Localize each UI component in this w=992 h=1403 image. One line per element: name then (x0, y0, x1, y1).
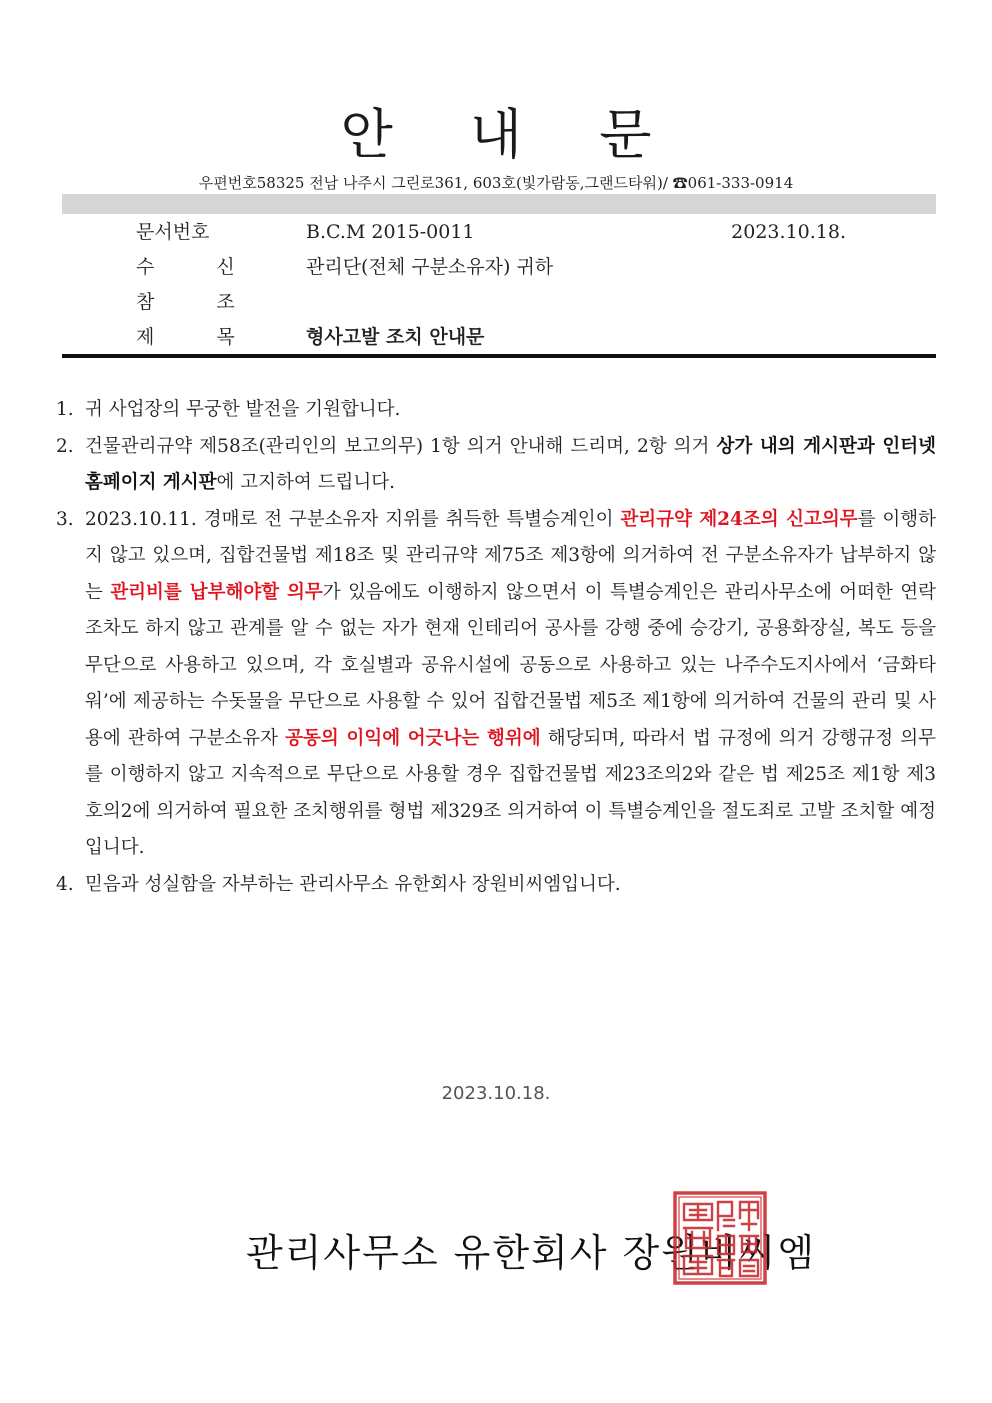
header-row-reference (62, 285, 936, 319)
recipient-value: 관리단(전체 구분소유자) 귀하 (306, 256, 554, 278)
notice-list (56, 392, 936, 903)
item-number: 4. (56, 873, 74, 895)
header-band (62, 194, 936, 214)
doc-date: 2023.10.18. (731, 221, 846, 243)
subject-value: 형사고발 조치 안내문 (306, 326, 485, 348)
header-row-subject (62, 320, 936, 354)
item-text: 에 고지하여 드립니다. (216, 472, 396, 493)
highlight-phrase: 공동의 이익에 어긋나는 행위에 (285, 727, 541, 749)
list-item (56, 392, 936, 429)
item-number: 1. (56, 399, 74, 420)
item-text: 건물관리규약 제58조(관리인의 보고의무) 1항 의거 안내해 드리며, 2항 의거 (85, 435, 717, 457)
item-text: 2023.10.11. 경매로 전 구분소유자 지위를 취득한 특별승계인이 (85, 508, 621, 530)
highlight-phrase: 관리규약 제24조의 신고의무 (620, 508, 858, 530)
item-text: 를 이행하지 않고 있으며, 집합건물법 제18조 및 관리규약 제75조 제3항에 의거하여 전 구분소유자가 납부하지 않는 (85, 508, 937, 603)
list-item (56, 867, 936, 904)
footer-date: 2023.10.18. (441, 1083, 551, 1104)
notice-body (56, 392, 936, 903)
document-title: 안 내 문 (340, 103, 682, 166)
header-divider (62, 354, 936, 358)
list-item (56, 429, 936, 502)
highlight-phrase: 관리비를 납부해야할 의무 (110, 581, 323, 603)
header-row-recipient (62, 250, 936, 284)
list-item (56, 502, 936, 867)
item-text: 믿음과 성실함을 자부하는 관리사무소 유한회사 장원비씨엠입니다. (85, 873, 621, 895)
doc-no-value: B.C.M 2015-0011 (306, 221, 475, 243)
subject-label: 제 목 (136, 326, 263, 348)
recipient-label: 수 신 (136, 256, 263, 278)
item-text: 해당되며, 따라서 법 규정에 의거 강행규정 의무를 이행하지 않고 지속적으로 무단으로 사용할 경우 집합건물법 제23조의2와 같은 법 제25조 제1항 제3호의2에 의거하여 필요한 조치행위를 형법 제329조 의거하여 이 특별승계인을 절도죄로 고발 조치할 예정입니다. (85, 727, 936, 858)
header-row-doc-no (62, 215, 936, 249)
item-text: 가 있음에도 이행하지 않으면서 이 특별승계인은 관리사무소에 어떠한 연락조차도 하지 않고 관계를 알 수 없는 자가 현재 인테리어 공사를 강행 중에 승강기, 공용화장실, 복도 등을 무단으로 사용하고 있으며, 각 호실별과 공유시설에 공동으로 사용하고 있는 나주수도지사에서 ‘금화타워’에 제공하는 수돗물을 무단으로 사용할 수 있어 집합건물법 제5조 제1항에 의거하여 건물의 관리 및 사용에 관하여 구분소유자 (85, 581, 936, 749)
item-text: 귀 사업장의 무궁한 발전을 기원합니다. (85, 399, 401, 420)
item-number: 2. (56, 435, 74, 457)
reference-label: 참 조 (136, 291, 263, 313)
official-red-seal-icon (672, 1190, 768, 1286)
item-number: 3. (56, 508, 74, 530)
sender-address: 우편번호58325 전남 나주시 그린로361, 603호(빛가람동,그랜드타워)/ ☎061-333-0914 (198, 174, 794, 192)
issuer-name: 관리사무소 유한회사 장원비씨엠 (246, 1231, 817, 1275)
bold-phrase: 상가 내의 게시판과 인터넷 홈페이지 게시판 (85, 435, 936, 493)
doc-no-label: 문서번호 (136, 221, 210, 243)
